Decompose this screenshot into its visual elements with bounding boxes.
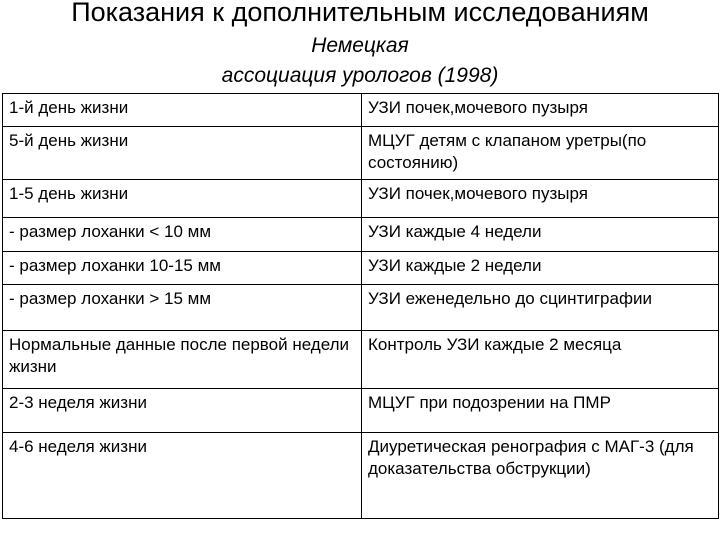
table-cell-period: - размер лоханки 10-15 мм	[3, 252, 362, 285]
table-cell-period: 1-5 день жизни	[3, 180, 362, 218]
table-cell-recommendation: Контроль УЗИ каждые 2 месяца	[362, 331, 719, 389]
table-row	[3, 218, 719, 252]
table-cell-period: 4-6 неделя жизни	[3, 433, 362, 519]
table-cell-period: 5-й день жизни	[3, 127, 362, 180]
table-cell-period: Нормальные данные после первой недели жизни	[3, 331, 362, 389]
table-row	[3, 389, 719, 433]
table-row	[3, 180, 719, 218]
table-row	[3, 94, 719, 127]
table-row	[3, 285, 719, 331]
table-row	[3, 127, 719, 180]
subtitle-line-1: Немецкая	[311, 34, 409, 57]
table-cell-recommendation: УЗИ еженедельно до сцинтиграфии	[362, 285, 719, 331]
recommendations-table	[2, 93, 719, 519]
table-cell-recommendation: УЗИ каждые 4 недели	[362, 218, 719, 252]
table-cell-period: 2-3 неделя жизни	[3, 389, 362, 433]
table-cell-recommendation: УЗИ каждые 2 недели	[362, 252, 719, 285]
table-cell-recommendation: УЗИ почек,мочевого пузыря	[362, 94, 719, 127]
table-cell-period: 1-й день жизни	[3, 94, 362, 127]
table-cell-period: - размер лоханки > 15 мм	[3, 285, 362, 331]
page-title: Показания к дополнительным исследованиям	[71, 0, 649, 27]
table-row	[3, 331, 719, 389]
table-cell-recommendation: МЦУГ детям с клапаном уретры(по состоянию)	[362, 127, 719, 180]
table-row	[3, 252, 719, 285]
table-cell-recommendation: МЦУГ при подозрении на ПМР	[362, 389, 719, 433]
table-cell-recommendation: Диуретическая ренография с МАГ-3 (для доказательства обструкции)	[362, 433, 719, 519]
table-cell-recommendation: УЗИ почек,мочевого пузыря	[362, 180, 719, 218]
table-row	[3, 433, 719, 519]
subtitle-line-2: ассоциация урологов (1998)	[221, 64, 499, 87]
table-cell-period: - размер лоханки < 10 мм	[3, 218, 362, 252]
